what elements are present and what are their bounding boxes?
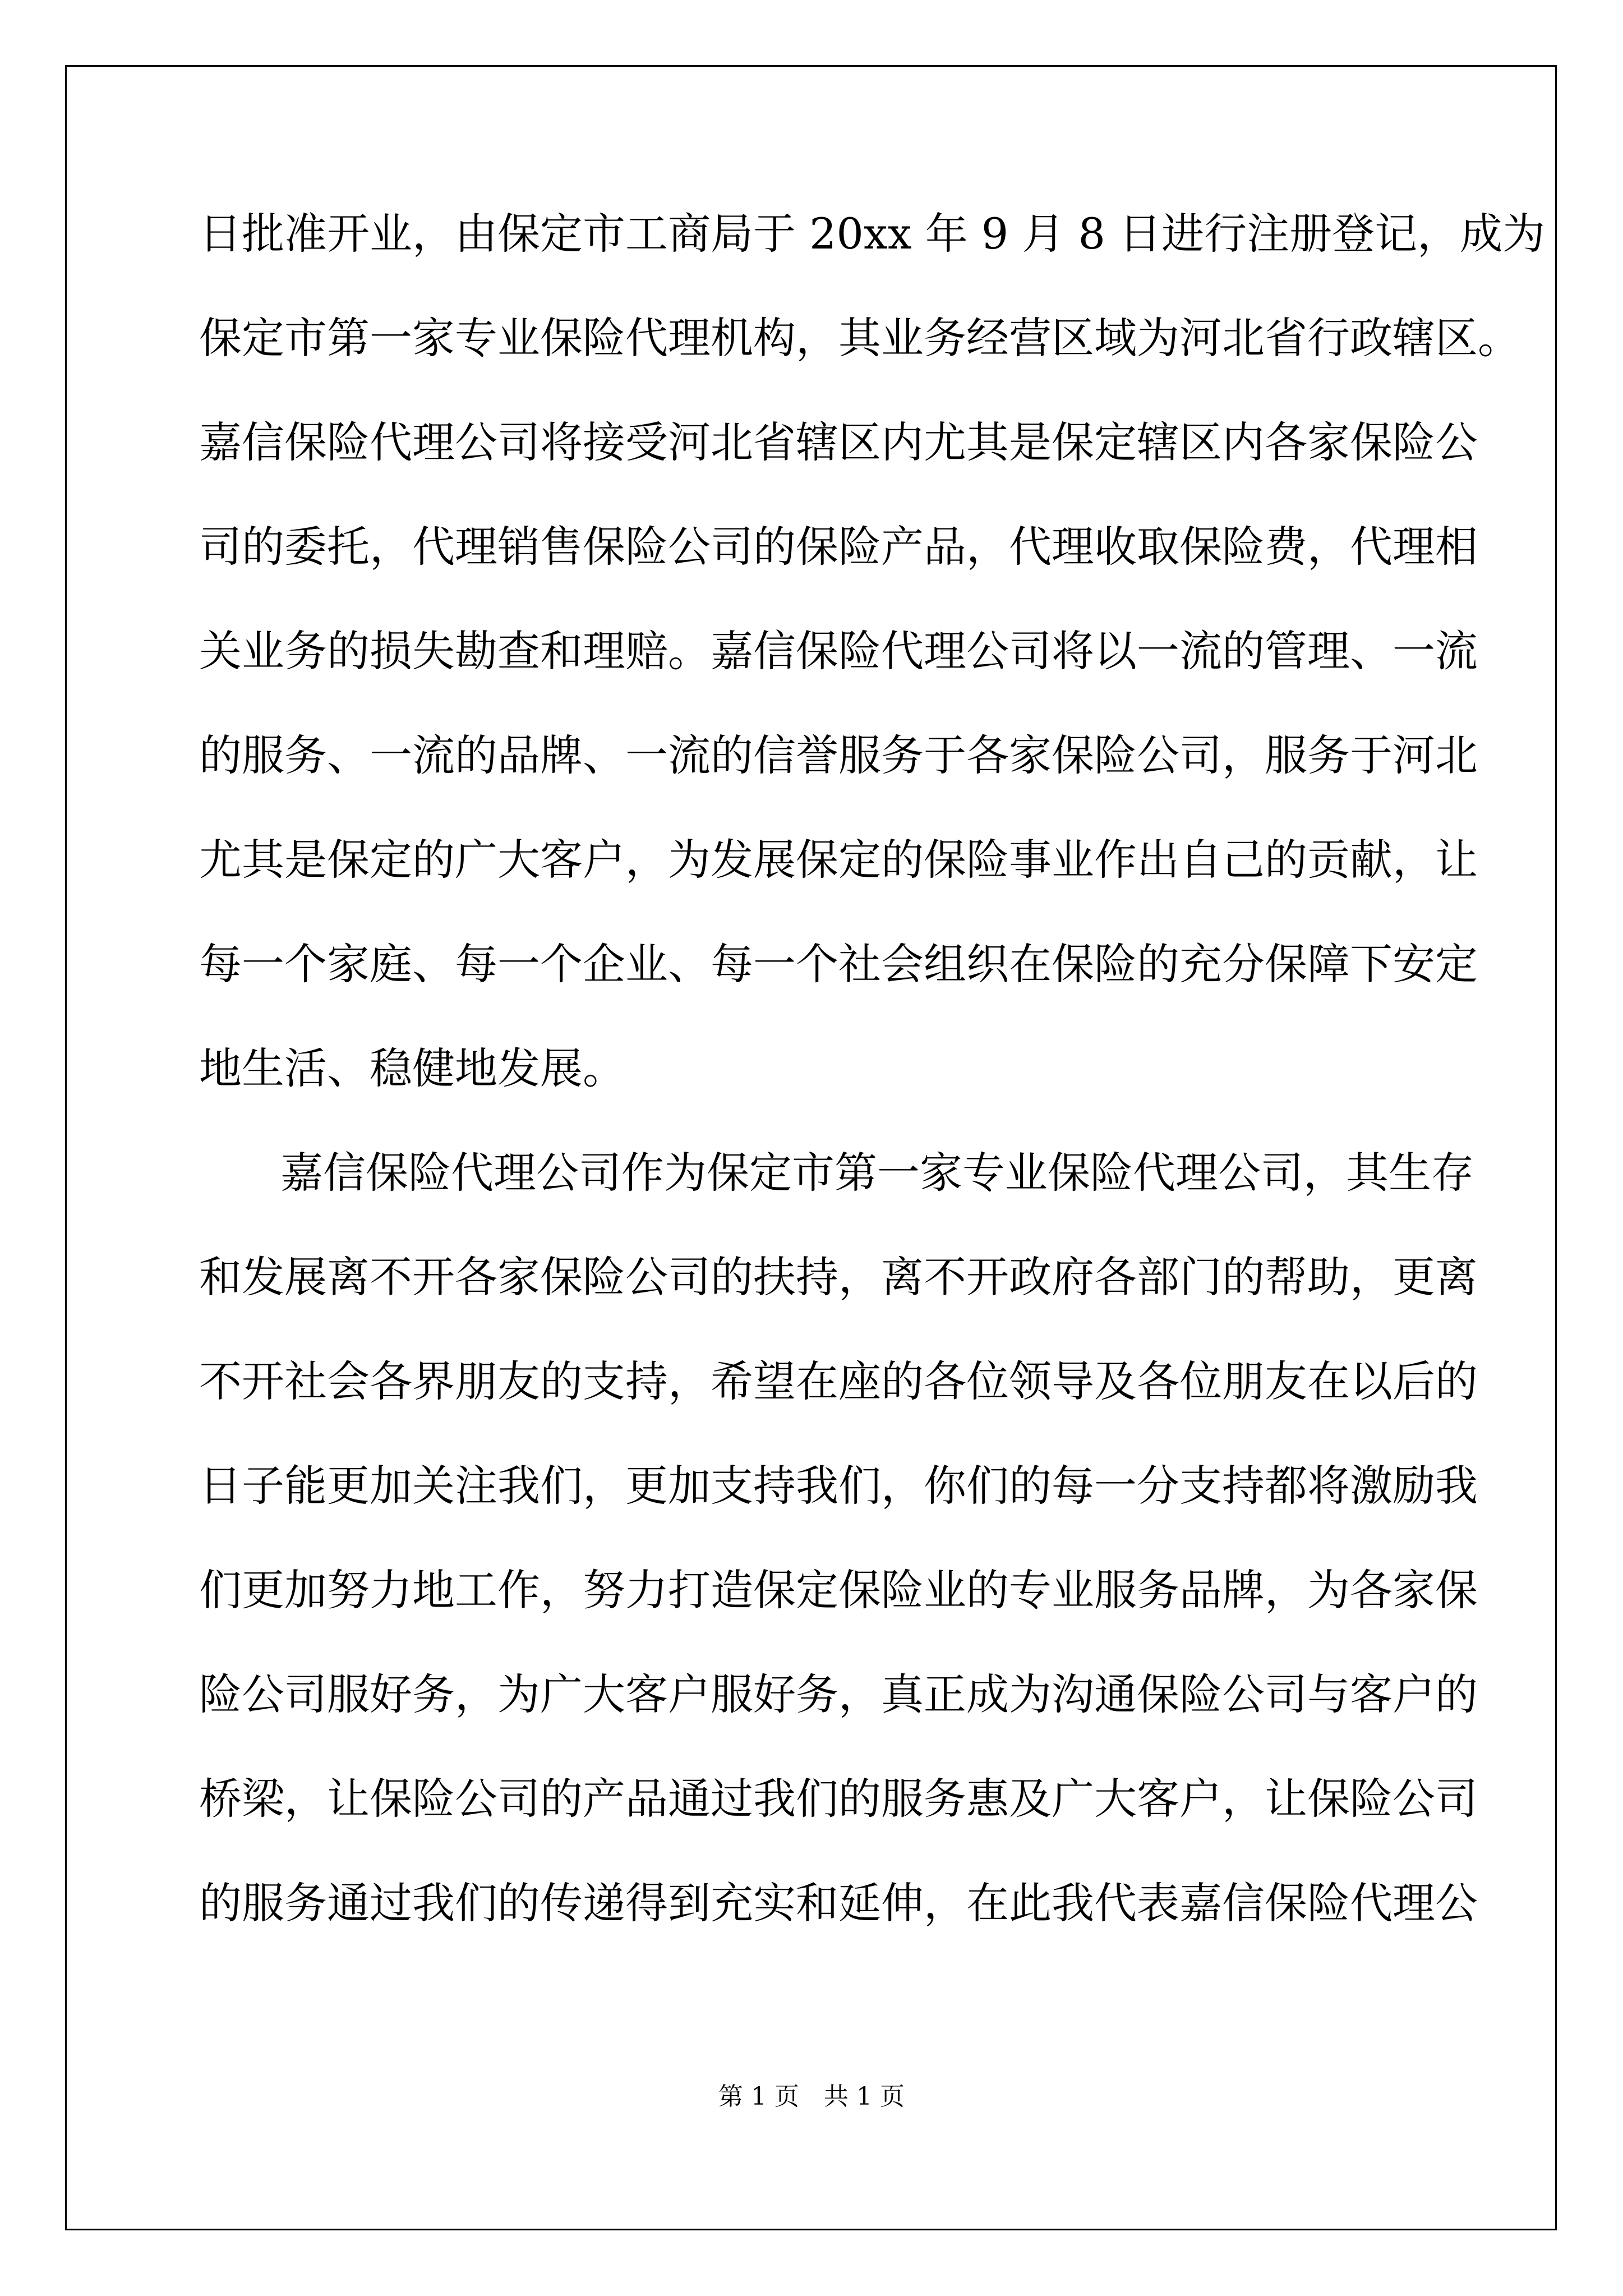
page-number: 第 1 页	[718, 2082, 799, 2111]
text-line: 尤其是保定的广大客户，为发展保定的保险事业作出自己的贡献，让	[199, 835, 1478, 885]
text-line: 的服务通过我们的传递得到充实和延伸，在此我代表嘉信保险代理公	[199, 1878, 1478, 1928]
text-line: 险公司服好务，为广大客户服好务，真正成为沟通保险公司与客户的	[199, 1669, 1478, 1719]
text-line: 日子能更加关注我们，更加支持我们，你们的每一分支持都将激励我	[199, 1461, 1478, 1511]
text-line: 的服务、一流的品牌、一流的信誉服务于各家保险公司，服务于河北	[199, 730, 1478, 780]
text-line: 地生活、稳健地发展。	[199, 1043, 625, 1093]
text-line: 们更加努力地工作，努力打造保定保险业的专业服务品牌，为各家保	[199, 1565, 1478, 1615]
text-line-paragraph-start: 嘉信保险代理公司作为保定市第一家专业保险代理公司，其生存	[280, 1148, 1474, 1198]
text-line: 保定市第一家专业保险代理机构，其业务经营区域为河北省行政辖区。	[199, 313, 1520, 363]
text-line: 桥梁，让保险公司的产品通过我们的服务惠及广大客户，让保险公司	[199, 1774, 1478, 1824]
text-line: 嘉信保险代理公司将接受河北省辖区内尤其是保定辖区内各家保险公	[199, 417, 1478, 467]
text-line: 关业务的损失勘查和理赔。嘉信保险代理公司将以一流的管理、一流	[199, 626, 1478, 676]
text-line: 和发展离不开各家保险公司的扶持，离不开政府各部门的帮助，更离	[199, 1252, 1478, 1302]
text-line: 日批准开业，由保定市工商局于 20xx 年 9 月 8 日进行注册登记，成为	[199, 209, 1546, 259]
text-line: 每一个家庭、每一个企业、每一个社会组织在保险的充分保障下安定	[199, 939, 1478, 989]
text-line: 不开社会各界朋友的支持，希望在座的各位领导及各位朋友在以后的	[199, 1356, 1478, 1406]
text-line: 司的委托，代理销售保险公司的保险产品，代理收取保险费，代理相	[199, 522, 1478, 572]
page-footer	[0, 2080, 1623, 2114]
page-total: 共 1 页	[824, 2082, 905, 2111]
